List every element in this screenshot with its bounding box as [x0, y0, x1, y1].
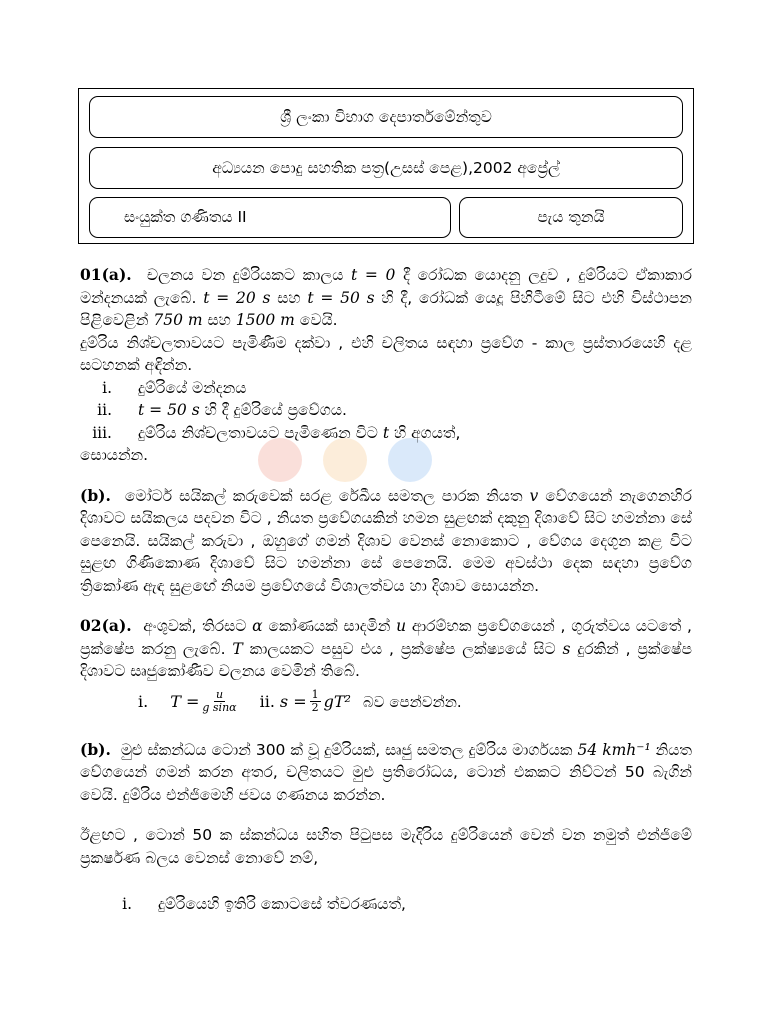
- q1-part-b: [80, 485, 692, 598]
- text: චලනය වන දුම්රියකට කාලය: [147, 266, 352, 284]
- formula-tail: බව පෙන්වන්න.: [362, 692, 462, 711]
- question-number: 02: [80, 616, 102, 635]
- subject-box: [89, 197, 451, 238]
- list-item: [80, 377, 692, 400]
- q2-part-a: [80, 615, 692, 683]
- math: T: [232, 639, 243, 658]
- item-text: දුම්රියෙහි ඉතිරි කොටසේ ත්වරණයත්,: [158, 895, 406, 913]
- text: දී රෝධක යොදනු ලදුව , දුම්රියට ඒකාකාර මන්දනයක් ලැබේ.: [80, 266, 693, 307]
- roman-numeral: ii.: [97, 401, 112, 419]
- math: t: [382, 423, 390, 442]
- part-label: (a).: [101, 616, 132, 635]
- list-item: [80, 893, 692, 916]
- text: වේගයෙන් නැගෙනහිර දිශාවට සයිකලය පදවන විට , නියත ප්‍රවේගයකින් හමන සුළඟක් දකුනු දිශාවේ සිට හමන්නා සේ පෙනෙයි. සයිකල් කරුවා , ඔහුගේ ගමන් දිශාව වෙනස් නොකොට , වේගය දෙගුන කළ විට සුළඟ ගිණිකොණ දිශාවේ සිට හමන්නා සේ පෙනෙයි. මෙම අවස්ථා දෙක සඳහා ප්‍රවේග ත්‍රිකෝණ ඇඳ සුළඟේ නියම ප්‍රවේගයේ විශාලත්වය හා දිශාව සොයන්න.: [80, 486, 692, 595]
- text: ආරම්භක ප්‍රවේගයෙන් , ගුරුත්වය යටතේ , ප්‍රක්ෂේප කරනු ලැබේ.: [80, 617, 692, 658]
- denominator: g sinα: [202, 701, 237, 714]
- roman-numeral: i.: [138, 692, 149, 711]
- text: වෙයි.: [294, 311, 338, 329]
- part-label: (a).: [101, 265, 132, 284]
- roman-numeral: i.: [102, 378, 112, 397]
- roman-numeral: iii.: [92, 423, 112, 442]
- text: කෝණයක් සාදමින්: [262, 617, 397, 635]
- list-item: [80, 399, 692, 422]
- part-label: (b).: [80, 739, 111, 759]
- text: සහ: [202, 311, 236, 329]
- exam-header-box: [78, 88, 694, 244]
- item-text: දුම්රියේ මන්දනය: [138, 378, 247, 397]
- math: t = 50 s: [138, 401, 200, 419]
- part-label: (b).: [80, 485, 111, 505]
- q2-part-b-continued: ඊළඟට , ටොන් 50 ක ස්කන්ධය සහිත පිටුපස මැදිරිය දුම්රියෙන් වෙන් වන නමුත් එන්ජිමේ ප්‍රකර්ෂණ බලය වෙනස් නොවේ නම්,: [80, 826, 692, 867]
- item-text: දුම්රිය නිශ්චලතාවයට පැමිණෙන විට: [138, 423, 383, 442]
- q1-part-a-instruction: දුම්රිය නිශ්චලතාවයට පැමිණීම දක්වා , එහි චලිතය සඳහා ප්‍රවේග - කාල ප්‍රස්තාරයෙහි දළ සටහනක් අඳින්න.: [80, 333, 692, 374]
- text: මෝටර් සයිකල් කරුවෙක් සරළ රේඛීය සමතල පාරක නියත: [124, 486, 530, 505]
- roman-numeral: i.: [122, 895, 132, 913]
- text: අංශුවක්, තිරසට: [143, 617, 253, 635]
- find-instruction: සොයන්න.: [80, 446, 149, 464]
- fraction: [202, 689, 236, 714]
- text: හි දී, රෝධක් යෙදූ පිහිටීමේ සිට එහි විස්ථාපන පිළිවෙළින්: [80, 288, 692, 329]
- exam-title: අධ්‍යයන පොදු සහතික පත්‍ර(උසස් පෙළ),2002 අප්‍රේල්: [212, 158, 560, 177]
- q1-part-a: [80, 264, 692, 332]
- math: t = 0: [351, 266, 396, 284]
- denominator: 2: [311, 701, 319, 714]
- numerator: 1: [311, 688, 319, 701]
- math: v: [529, 486, 539, 505]
- text: කාලයකට පසුව එය , ප්‍රක්ෂේප ලක්ෂ්‍යයේ සිට: [242, 639, 563, 658]
- formula-rhs: gT²: [323, 692, 351, 711]
- roman-numeral: ii.: [259, 692, 275, 711]
- subject-title: සංයුක්ත ගණිතය II: [124, 208, 247, 226]
- fraction: [310, 689, 321, 714]
- question-content: [80, 264, 692, 916]
- exam-title-box: [89, 147, 683, 189]
- text: නියත වේගයෙන් ගමන් කරන අතර, චලිතයට මුළු ප්‍රතිරෝධය, ටොන් එකකට නිව්ටන් 50 බැගින් වෙයි. දුම්රිය එන්ජිමෙහි ජවය ගණනය කරන්න.: [80, 740, 692, 804]
- formula-row: [138, 683, 692, 721]
- math: 750 m: [153, 311, 203, 329]
- q2-part-b: [80, 739, 692, 807]
- list-item: [80, 422, 692, 445]
- item-text: හි දී දුම්රියේ ප්‍රවේගය.: [199, 401, 347, 419]
- math: α: [252, 617, 263, 635]
- math: 54 kmh⁻¹: [577, 740, 651, 759]
- department-title: ශ්‍රී ලංකා විභාග දෙපාර්තමේන්තුව: [280, 107, 492, 126]
- exam-duration: පැය තුනයි: [537, 208, 605, 226]
- text: දුරකින් , ප්‍රක්ෂේප දිශාවට සෘජුකෝණීව චලනය වෙමින් තිබේ.: [80, 639, 692, 680]
- numerator: u: [215, 688, 224, 701]
- formula-lhs: T =: [170, 692, 200, 711]
- math: u: [396, 617, 407, 635]
- department-box: [89, 96, 683, 138]
- math: t = 20 s: [203, 288, 271, 307]
- text: මුළු ස්කන්ධය ටොන් 300 ක් වූ දුම්රියක්, සෘජු සමතල දුම්රිය මාර්ගයක: [120, 740, 578, 759]
- text: සහ: [270, 288, 308, 307]
- formula-lhs: s =: [279, 692, 307, 711]
- duration-box: [459, 197, 683, 238]
- math: t = 50 s: [307, 288, 375, 307]
- math: 1500 m: [235, 311, 295, 329]
- item-text: හි අගයත්,: [389, 423, 461, 442]
- math: s: [562, 639, 571, 658]
- question-number: 01: [80, 265, 102, 284]
